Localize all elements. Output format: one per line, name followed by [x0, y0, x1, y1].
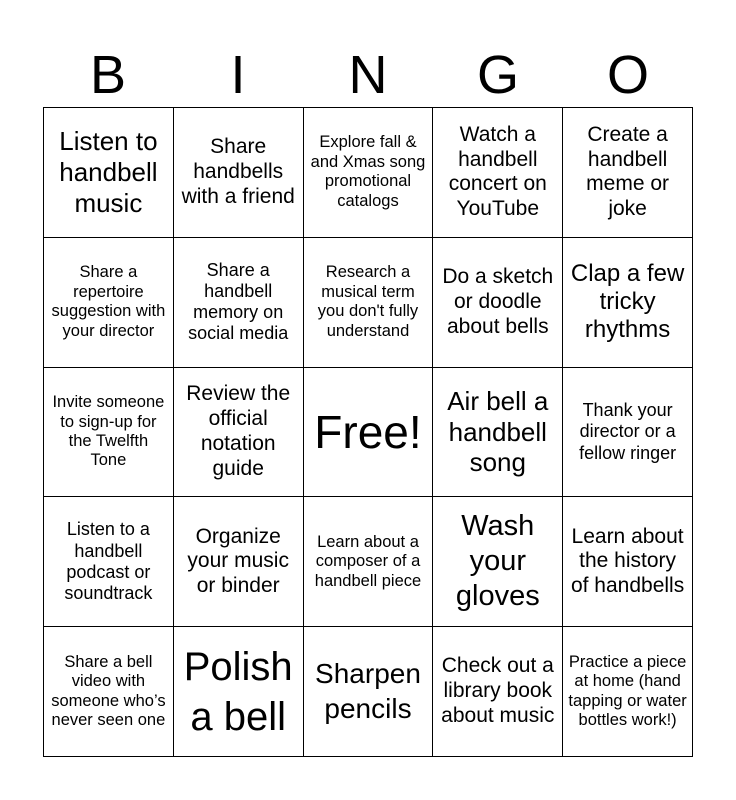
header-letter-o: O	[606, 45, 649, 105]
bingo-cell-r4c2[interactable]: Organize your music or binder	[174, 497, 304, 627]
bingo-cell-r4c1[interactable]: Listen to a handbell podcast or soundtrack	[44, 497, 174, 627]
header-letter-b: B	[89, 45, 127, 105]
bingo-cell-r3c2[interactable]: Review the official notation guide	[174, 368, 304, 498]
bingo-cell-r1c2[interactable]: Share handbells with a friend	[174, 108, 304, 238]
bingo-cell-r2c5[interactable]: Clap a few tricky rhythms	[563, 238, 693, 368]
bingo-cell-r1c1[interactable]: Listen to handbell music	[44, 108, 174, 238]
header-letter-g: G	[476, 45, 519, 105]
bingo-cell-r1c3[interactable]: Explore fall & and Xmas song promotional catalogs	[304, 108, 434, 238]
bingo-cell-r5c2[interactable]: Polish a bell	[174, 627, 304, 757]
bingo-cell-r3c5[interactable]: Thank your director or a fellow ringer	[563, 368, 693, 498]
bingo-cell-r4c4[interactable]: Wash your gloves	[433, 497, 563, 627]
bingo-cell-r2c3[interactable]: Research a musical term you don't fully understand	[304, 238, 434, 368]
bingo-cell-r5c5[interactable]: Practice a piece at home (hand tapping or water bottles work!)	[563, 627, 693, 757]
bingo-cell-r3c4[interactable]: Air bell a handbell song	[433, 368, 563, 498]
bingo-board	[43, 107, 693, 757]
bingo-cell-r5c1[interactable]: Share a bell video with someone who’s never seen one	[44, 627, 174, 757]
bingo-header	[43, 42, 693, 108]
bingo-cell-r3c1[interactable]: Invite someone to sign-up for the Twelfth Tone	[44, 368, 174, 498]
bingo-cell-r5c3[interactable]: Sharpen pencils	[304, 627, 434, 757]
bingo-cell-r2c1[interactable]: Share a repertoire suggestion with your director	[44, 238, 174, 368]
header-letter-n: N	[348, 45, 388, 105]
bingo-cell-r4c3[interactable]: Learn about a composer of a handbell piece	[304, 497, 434, 627]
header-letter-i: I	[230, 45, 246, 105]
bingo-cell-r2c4[interactable]: Do a sketch or doodle about bells	[433, 238, 563, 368]
bingo-cell-r5c4[interactable]: Check out a library book about music	[433, 627, 563, 757]
bingo-cell-r1c5[interactable]: Create a handbell meme or joke	[563, 108, 693, 238]
bingo-cell-r1c4[interactable]: Watch a handbell concert on YouTube	[433, 108, 563, 238]
free-space[interactable]: Free!	[304, 368, 434, 498]
bingo-cell-r2c2[interactable]: Share a handbell memory on social media	[174, 238, 304, 368]
bingo-cell-r4c5[interactable]: Learn about the history of handbells	[563, 497, 693, 627]
